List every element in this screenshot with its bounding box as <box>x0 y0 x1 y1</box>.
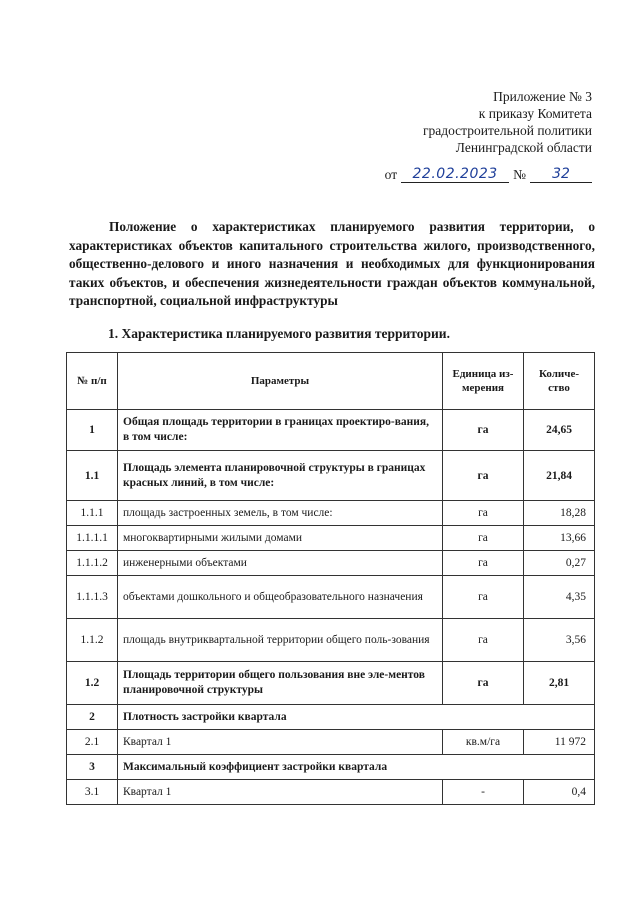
row-no: 1.1 <box>67 451 118 501</box>
header-param: Параметры <box>118 353 443 410</box>
order-from-label: от <box>384 167 398 182</box>
row-param: площадь внутриквартальной территории общего поль-зования <box>118 619 443 662</box>
row-no: 3 <box>67 755 118 780</box>
row-value: 18,28 <box>524 501 595 526</box>
row-param: многоквартирными жилыми домами <box>118 526 443 551</box>
row-unit: га <box>443 619 524 662</box>
row-value: 2,81 <box>524 662 595 705</box>
row-param: Плотность застройки квартала <box>118 705 595 730</box>
row-unit: га <box>443 526 524 551</box>
row-no: 1.1.2 <box>67 619 118 662</box>
row-value: 3,56 <box>524 619 595 662</box>
row-param: инженерными объектами <box>118 551 443 576</box>
row-unit: га <box>443 551 524 576</box>
table-row <box>67 662 595 705</box>
row-param: Квартал 1 <box>118 780 443 805</box>
row-param: Квартал 1 <box>118 730 443 755</box>
appendix-line-4: Ленинградской области <box>455 140 592 155</box>
row-no: 1.2 <box>67 662 118 705</box>
row-unit: - <box>443 780 524 805</box>
row-value: 13,66 <box>524 526 595 551</box>
row-unit: кв.м/га <box>443 730 524 755</box>
section-title: 1. Характеристика планируемого развития территории. <box>108 326 450 341</box>
appendix-block <box>423 88 592 156</box>
order-number: 32 <box>530 166 592 183</box>
row-value: 0,27 <box>524 551 595 576</box>
row-param: Максимальный коэффициент застройки квартала <box>118 755 595 780</box>
appendix-line-1: Приложение № 3 <box>493 89 592 104</box>
table-section-row <box>67 755 595 780</box>
document-heading: Положение о характеристиках планируемого развития территории, о характеристиках объектов капитального строительства жилого, производственного, общественно-делового и иного назначения и необходимых для функционирования таких объектов, и обеспечения жизнедеятельности граждан объектов коммунальной, транспортной, социальной инфраструктуры <box>69 219 595 308</box>
table-section-row <box>67 705 595 730</box>
table-row <box>67 576 595 619</box>
row-param: площадь застроенных земель, в том числе: <box>118 501 443 526</box>
row-no: 1.1.1 <box>67 501 118 526</box>
order-date-number <box>385 166 592 183</box>
row-unit: га <box>443 501 524 526</box>
row-unit: га <box>443 576 524 619</box>
table-row <box>67 451 595 501</box>
row-param: объектами дошкольного и общеобразовательного назначения <box>118 576 443 619</box>
row-unit: га <box>443 662 524 705</box>
row-unit: га <box>443 410 524 451</box>
row-value: 4,35 <box>524 576 595 619</box>
characteristics-table <box>66 352 595 805</box>
appendix-line-3: градостроительной политики <box>422 123 592 138</box>
row-param: Площадь элемента планировочной структуры в границах красных линий, в том числе: <box>118 451 443 501</box>
row-value: 24,65 <box>524 410 595 451</box>
header-unit: Единица из-мерения <box>443 353 524 410</box>
row-value: 0,4 <box>524 780 595 805</box>
header-no: № п/п <box>67 353 118 410</box>
order-date: 22.02.2023 <box>401 166 509 183</box>
row-no: 1.1.1.1 <box>67 526 118 551</box>
row-no: 1 <box>67 410 118 451</box>
table-row <box>67 410 595 451</box>
row-unit: га <box>443 451 524 501</box>
row-value: 11 972 <box>524 730 595 755</box>
appendix-line-2: к приказу Комитета <box>478 106 592 121</box>
row-no: 1.1.1.3 <box>67 576 118 619</box>
header-value: Количе-ство <box>524 353 595 410</box>
row-param: Площадь территории общего пользования вне эле-ментов планировочной структуры <box>118 662 443 705</box>
row-no: 2.1 <box>67 730 118 755</box>
row-value: 21,84 <box>524 451 595 501</box>
order-number-label: № <box>513 167 526 182</box>
table-row <box>67 619 595 662</box>
table-row <box>67 526 595 551</box>
row-no: 2 <box>67 705 118 730</box>
table-row <box>67 780 595 805</box>
table-row <box>67 730 595 755</box>
row-param: Общая площадь территории в границах проектиро-вания, в том числе: <box>118 410 443 451</box>
table-header-row <box>67 353 595 410</box>
row-no: 3.1 <box>67 780 118 805</box>
row-no: 1.1.1.2 <box>67 551 118 576</box>
table-row <box>67 501 595 526</box>
table-row <box>67 551 595 576</box>
